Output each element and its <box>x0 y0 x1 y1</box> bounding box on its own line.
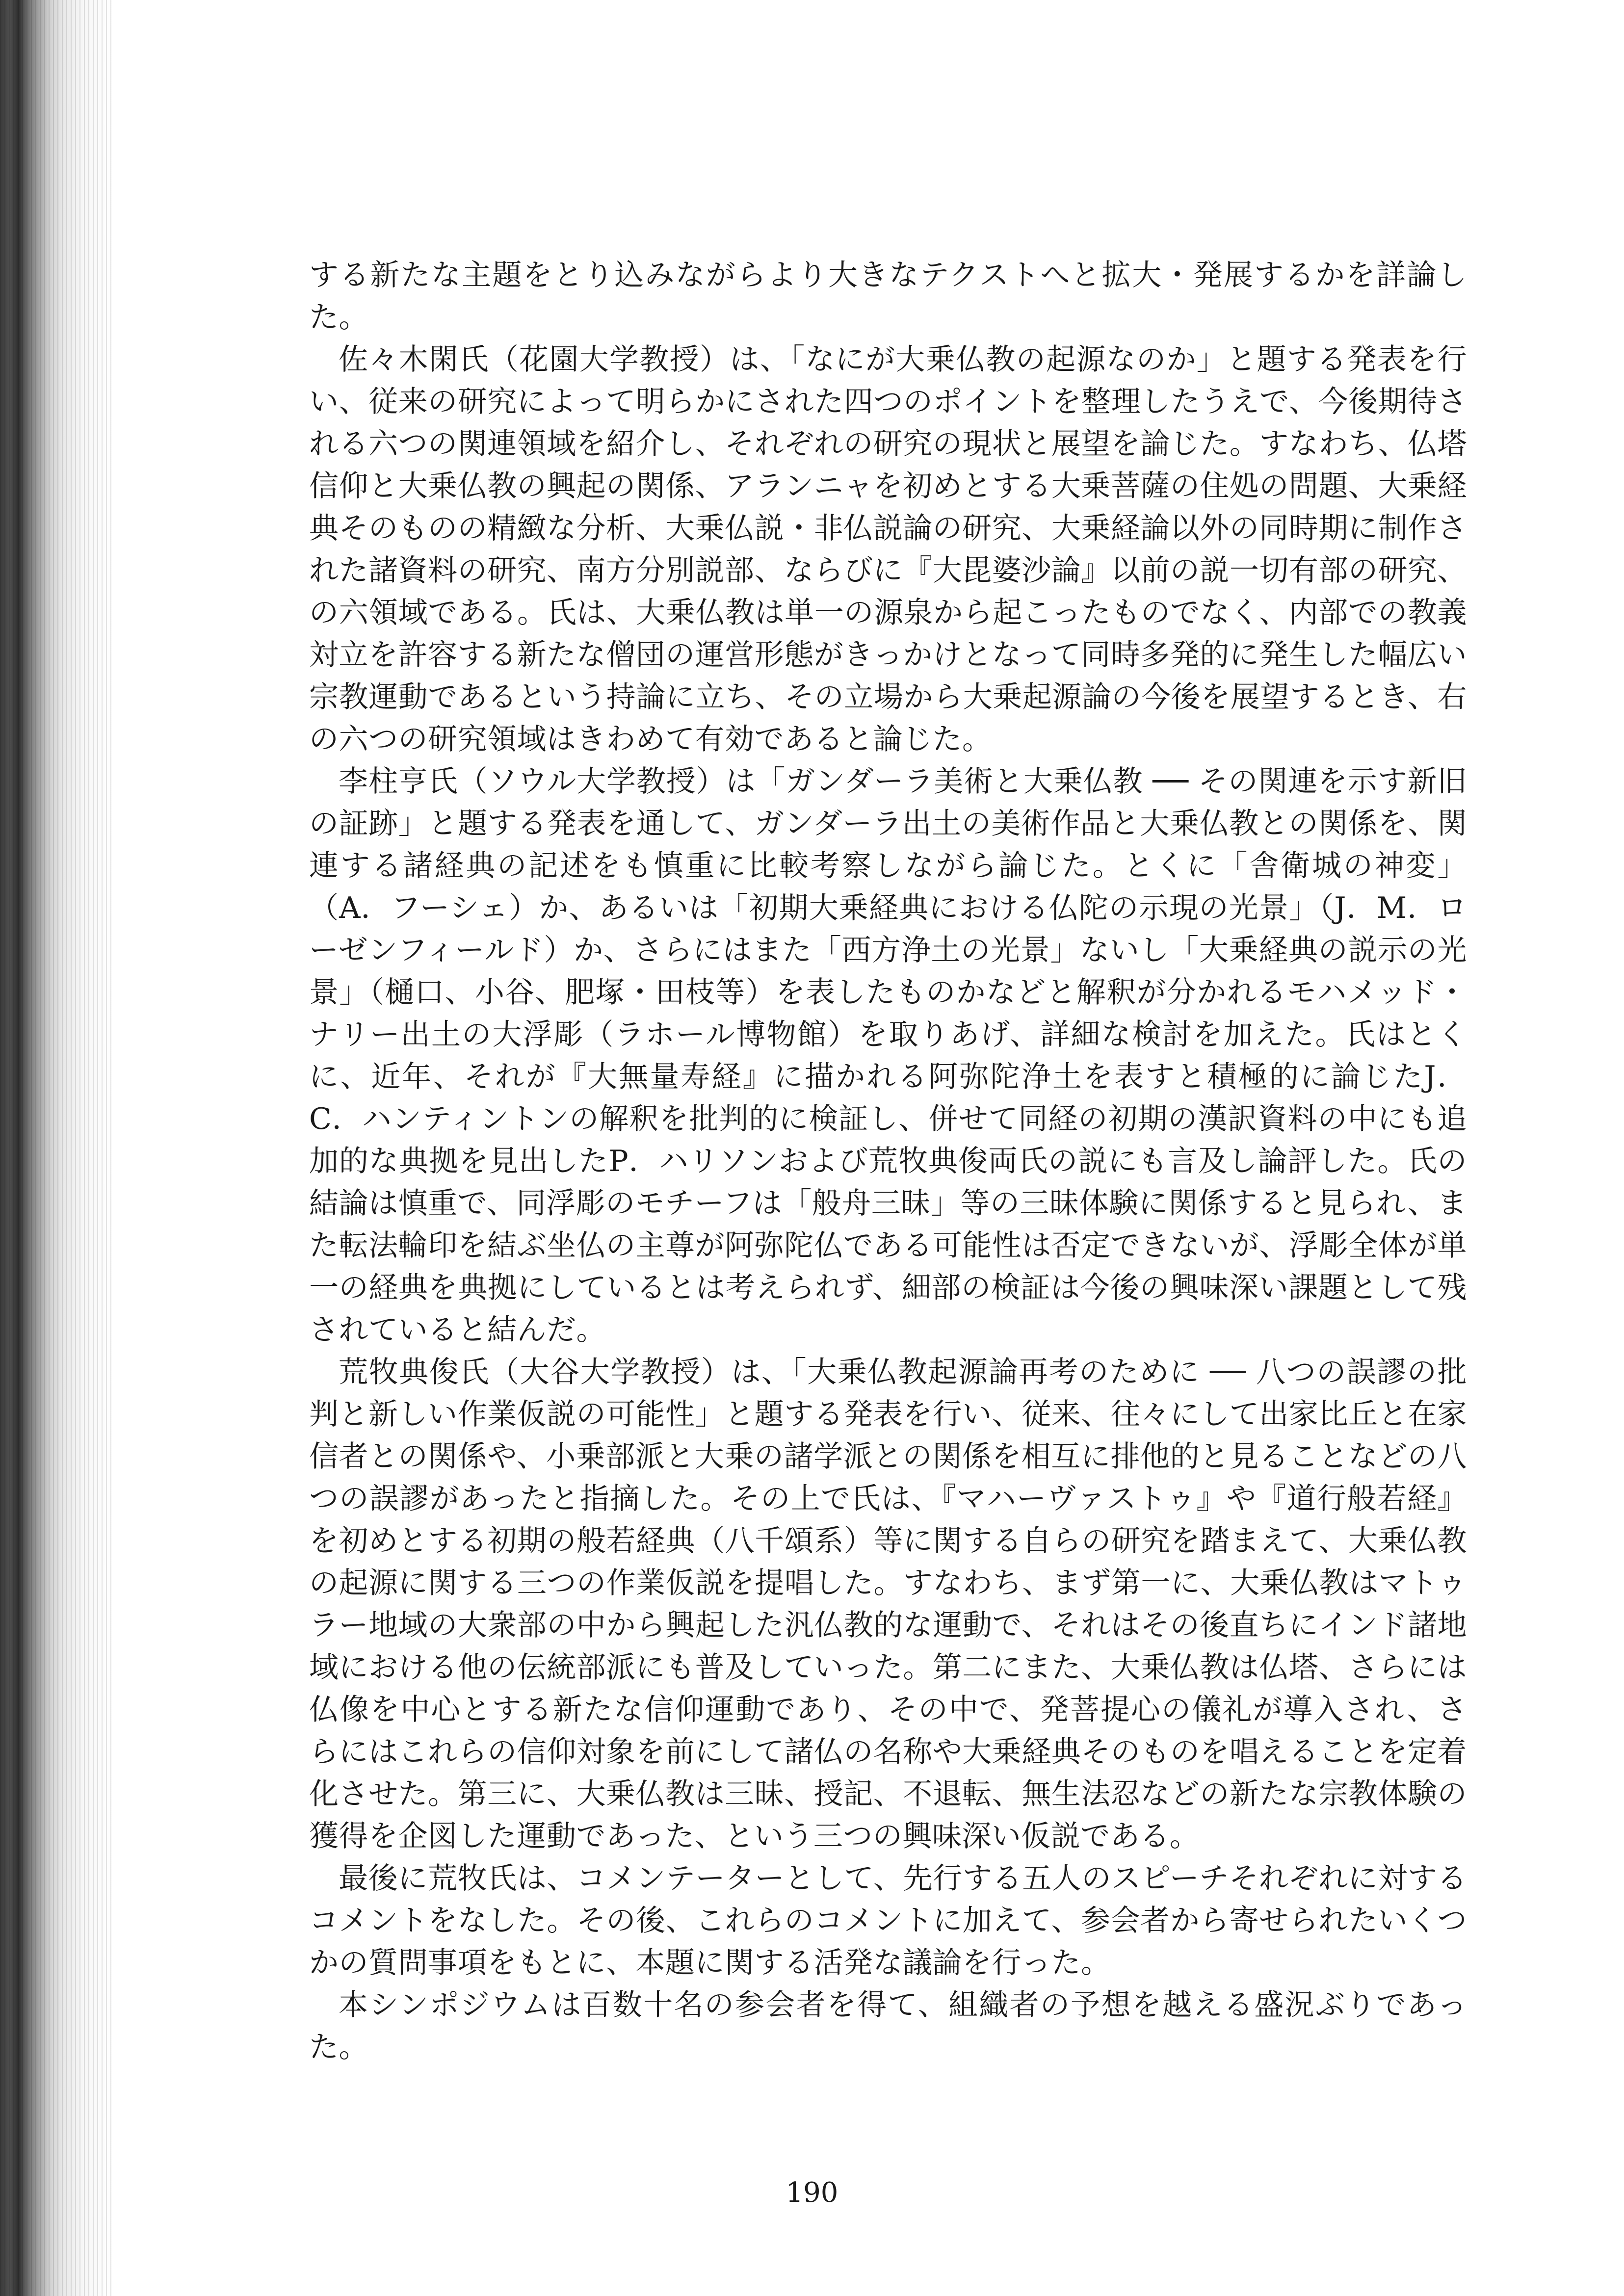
paragraph-conclusion: 本シンポジウムは百数十名の参会者を得て、組織者の予想を越える盛況ぶりであった。 <box>309 1988 1467 2064</box>
paragraph-aramaki-presentation: 荒牧典俊氏（大谷大学教授）は、「大乗仏教起源論再考のために ── 八つの誤謬の批判と新しい作業仮説の可能性」と題する発表を行い、従来、往々にして出家比丘と在家信者との関係や、小乗部派と大乗の諸学派との関係を相互に排他的と見ることなどの八つの誤謬があったと指摘した。その上で氏は、『マハーヴァストゥ』や『道行般若経』を初めとする初期の般若経典（八千頌系）等に関する自らの研究を踏まえて、大乗仏教の起源に関する三つの作業仮説を提唱した。すなわち、まず第一に、大乗仏教はマトゥラー地域の大衆部の中から興起した汎仏教的な運動で、それはその後直ちにインド諸地域における他の伝統部派にも普及していった。第二にまた、大乗仏教は仏塔、さらには仏像を中心とする新たな信仰運動であり、その中で、発菩提心の儀礼が導入され、さらにはこれらの信仰対象を前にして諸仏の名称や大乗経典そのものを唱えることを定着化させた。第三に、大乗仏教は三昧、授記、不退転、無生法忍などの新たな宗教体験の獲得を企図した運動であった、という三つの興味深い仮説である。 <box>309 1355 1467 1853</box>
paragraph-lee: 李柱亨氏（ソウル大学教授）は「ガンダーラ美術と大乗仏教 ── その関連を示す新旧の証跡」と題する発表を通して、ガンダーラ出土の美術作品と大乗仏教との関係を、関連する諸経典の記述をも慎重に比較考察しながら論じた。とくに「舎衛城の神変」（A．フーシェ）か、あるいは「初期大乗経典における仏陀の示現の光景」（J．M．ローゼンフィールド）か、さらにはまた「西方浄土の光景」ないし「大乗経典の説示の光景」（樋口、小谷、肥塚・田枝等）を表したものかなどと解釈が分かれるモハメッド・ナリー出土の大浮彫（ラホール博物館）を取りあげ、詳細な検討を加えた。氏はとくに、近年、それが『大無量寿経』に描かれる阿弥陀浄土を表すと積極的に論じたJ．C．ハンティントンの解釈を批判的に検証し、併せて同経の初期の漢訳資料の中にも追加的な典拠を見出したP．ハリソンおよび荒牧典俊両氏の説にも言及し論評した。氏の結論は慎重で、同浮彫のモチーフは「般舟三昧」等の三昧体験に関係すると見られ、また転法輪印を結ぶ坐仏の主尊が阿弥陀仏である可能性は否定できないが、浮彫全体が単一の経典を典拠にしているとは考えられず、細部の検証は今後の興味深い課題として残されていると結んだ。 <box>309 764 1467 1347</box>
page-number: 190 <box>786 2177 838 2209</box>
paragraph-sasaki: 佐々木閑氏（花園大学教授）は、「なにが大乗仏教の起源なのか」と題する発表を行い、従来の研究によって明らかにされた四つのポイントを整理したうえで、今後期待される六つの関連領域を紹介し、それぞれの研究の現状と展望を論じた。すなわち、仏塔信仰と大乗仏教の興起の関係、アランニャを初めとする大乗菩薩の住処の問題、大乗経典そのものの精緻な分析、大乗仏説・非仏説論の研究、大乗経論以外の同時期に制作された諸資料の研究、南方分別説部、ならびに『大毘婆沙論』以前の説一切有部の研究、の六領域である。氏は、大乗仏教は単一の源泉から起こったものでなく、内部での教義対立を許容する新たな僧団の運営形態がきっかけとなって同時多発的に発生した幅広い宗教運動であるという持論に立ち、その立場から大乗起源論の今後を展望するとき、右の六つの研究領域はきわめて有効であると論じた。 <box>309 342 1467 757</box>
document-body <box>309 254 1467 2068</box>
paragraph-1: する新たな主題をとり込みながらより大きなテクストへと拡大・発展するかを詳論した。 <box>309 258 1467 335</box>
paragraph-aramaki-comments: 最後に荒牧氏は、コメンテーターとして、先行する五人のスピーチそれぞれに対するコメントをなした。その後、これらのコメントに加えて、参会者から寄せられたいくつかの質問事項をもとに、本題に関する活発な議論を行った。 <box>309 1861 1467 1980</box>
page-binding-shadow <box>0 0 113 2296</box>
